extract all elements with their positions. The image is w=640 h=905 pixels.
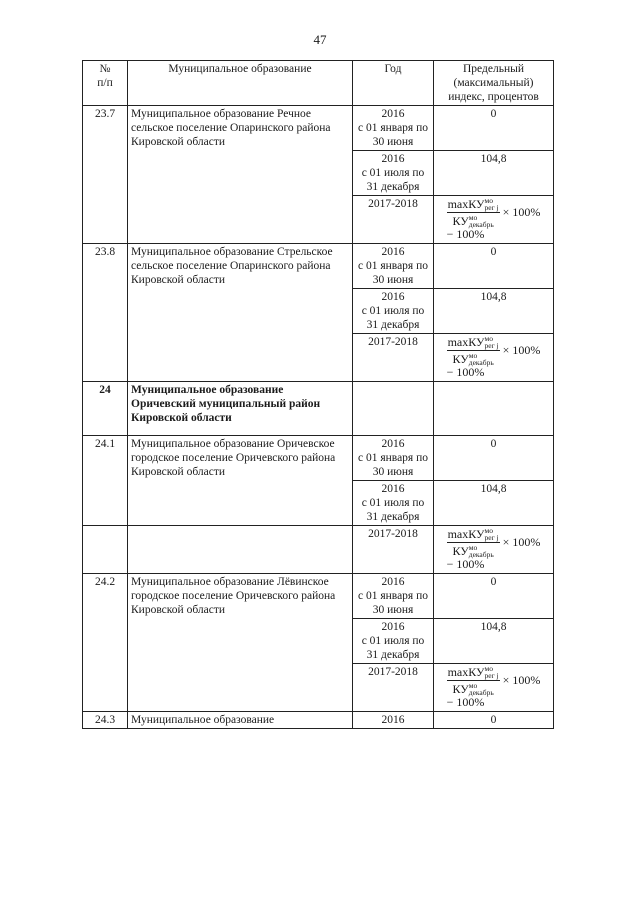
index-value: 0 [434,436,554,481]
page-number: 47 [313,32,327,47]
table-row [83,436,554,481]
empty-cell [83,526,128,574]
index-value: 0 [434,106,554,151]
row-number: 23.8 [83,244,128,382]
municipality-name: Муниципальное образование Лёвинское городское поселение Оричевского района Кировской области [128,574,353,712]
header-number: № п/п [83,61,128,106]
index-formula: maxКУ мо рег j КУ мо декабрь × 100% − 100% [434,334,554,382]
table-row [83,244,554,289]
municipality-name: Муниципальное образование [128,712,353,729]
section-row [83,382,554,436]
period-year: 2016 с 01 января по 30 июня [353,244,434,289]
table-header-row [83,61,554,106]
row-number: 24.1 [83,436,128,526]
index-formula: maxКУ мо рег j КУ мо декабрь × 100% − 100% [434,664,554,712]
empty-cell [434,382,554,436]
period-year: 2016 с 01 января по 30 июня [353,574,434,619]
municipality-name: Муниципальное образование Речное сельское поселение Опаринского района Кировской области [128,106,353,244]
row-number: 24 [83,382,128,436]
index-value: 0 [434,574,554,619]
table-row [83,712,554,729]
header-municipality: Муниципальное образование [128,61,353,106]
period-year: 2017-2018 [353,664,434,712]
municipality-name: Муниципальное образование Оричевский муниципальный район Кировской области [128,382,353,436]
index-value: 104,8 [434,151,554,196]
row-number: 23.7 [83,106,128,244]
table-row [83,106,554,151]
table-row [83,526,554,574]
index-value: 0 [434,244,554,289]
period-year: 2016 с 01 июля по 31 декабря [353,481,434,526]
row-number: 24.3 [83,712,128,729]
period-year: 2017-2018 [353,334,434,382]
tariff-index-table [82,60,554,729]
table-row [83,574,554,619]
index-value: 104,8 [434,619,554,664]
municipality-name: Муниципальное образование Стрельское сельское поселение Опаринского района Кировской области [128,244,353,382]
row-number: 24.2 [83,574,128,712]
empty-cell [353,382,434,436]
header-index: Предельный (максимальный) индекс, процентов [434,61,554,106]
index-value: 104,8 [434,481,554,526]
period-year: 2017-2018 [353,526,434,574]
period-year: 2016 с 01 июля по 31 декабря [353,619,434,664]
period-year: 2016 с 01 января по 30 июня [353,106,434,151]
header-year: Год [353,61,434,106]
index-value: 104,8 [434,289,554,334]
period-year: 2016 с 01 июля по 31 декабря [353,289,434,334]
period-year: 2017-2018 [353,196,434,244]
period-year: 2016 с 01 января по 30 июня [353,436,434,481]
period-year: 2016 с 01 июля по 31 декабря [353,151,434,196]
period-year: 2016 [353,712,434,729]
index-formula: maxКУ мо рег j КУ мо декабрь × 100% − 100% [434,526,554,574]
index-formula: maxКУ мо рег j КУ мо декабрь × 100% − 100% [434,196,554,244]
municipality-name: Муниципальное образование Оричевское городское поселение Оричевского района Кировской области [128,436,353,526]
index-value: 0 [434,712,554,729]
empty-cell [128,526,353,574]
